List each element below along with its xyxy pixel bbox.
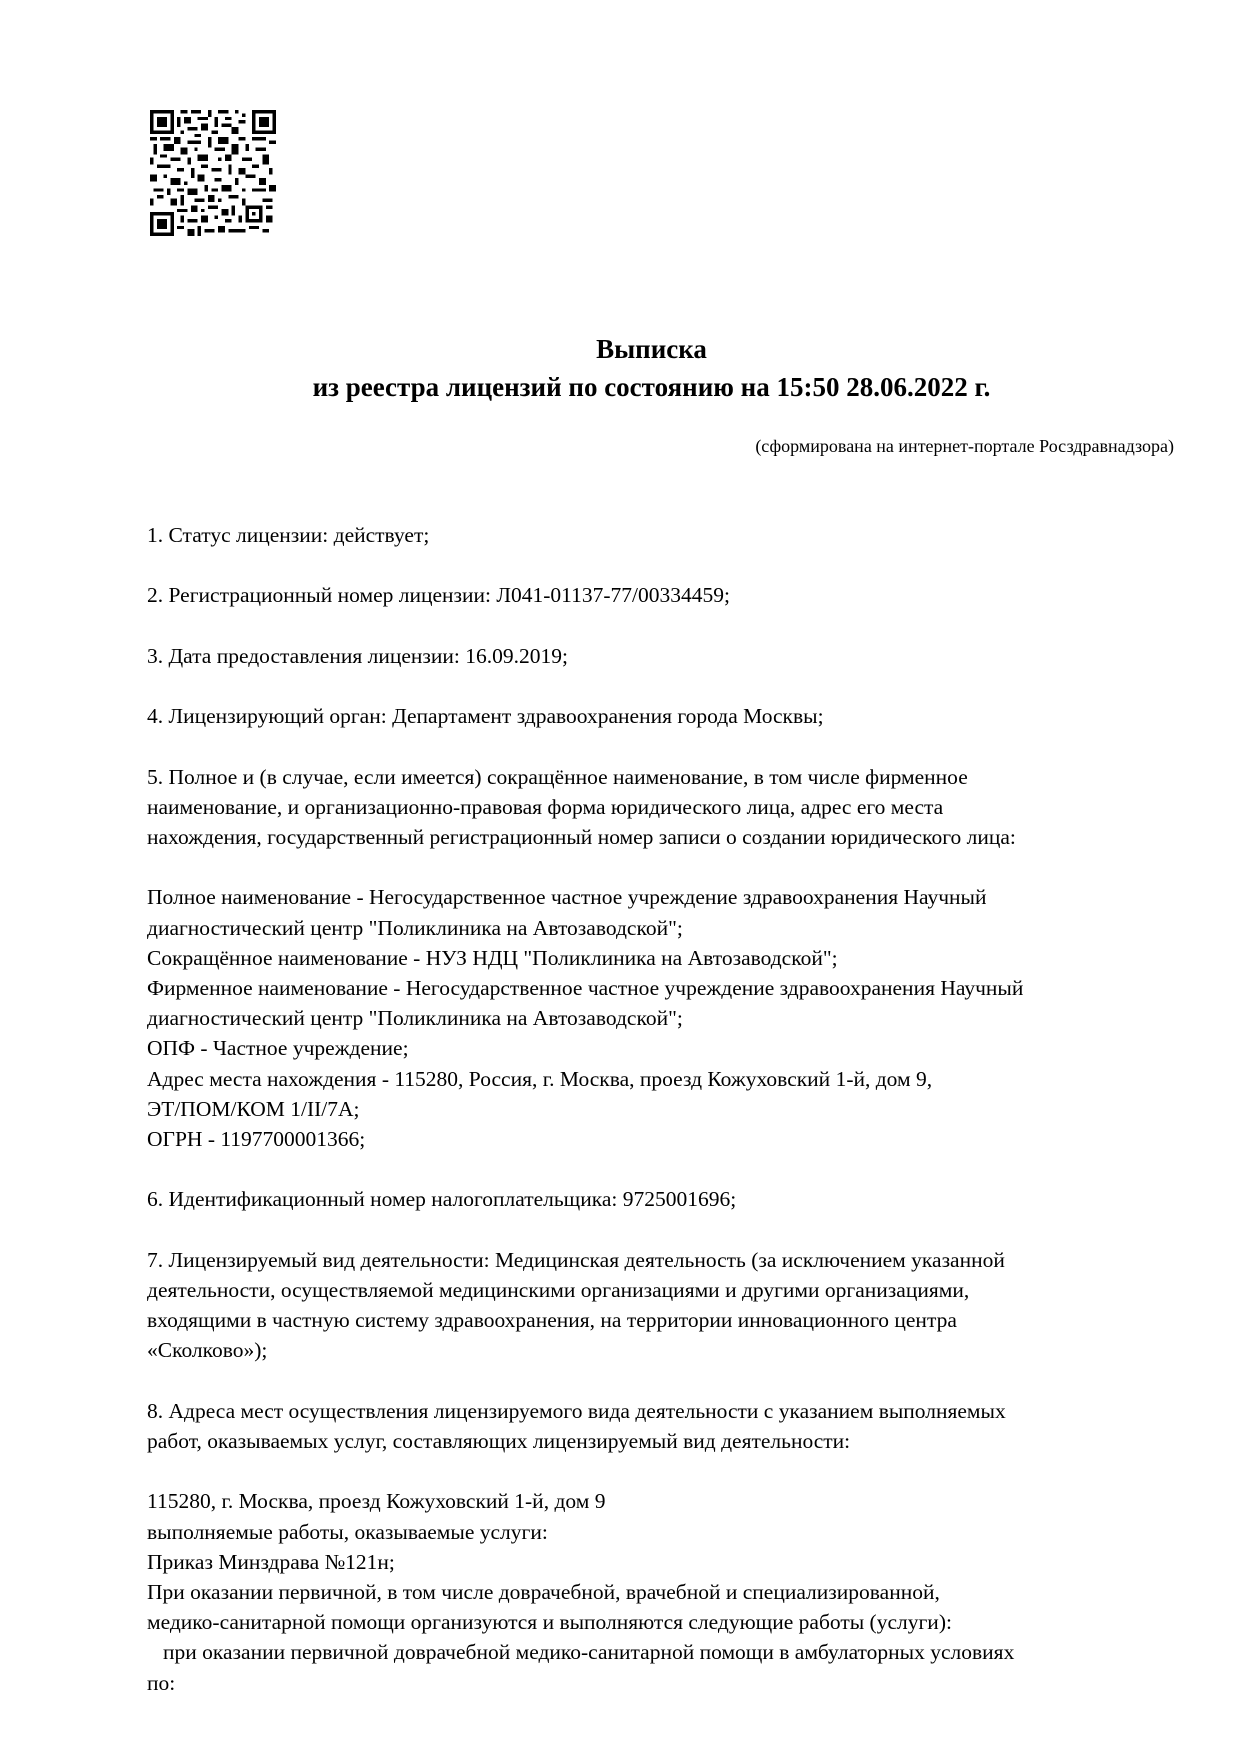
text-line: 7. Лицензируемый вид деятельности: Медицинская деятельность (за исключением указанной bbox=[147, 1247, 1005, 1272]
item-address-services bbox=[147, 1486, 1187, 1697]
service-address-line: 115280, г. Москва, проезд Кожуховский 1-й, дом 9 bbox=[147, 1489, 606, 1514]
text-line: медико-санитарной помощи организуются и выполняются следующие работы (услуги): bbox=[147, 1610, 952, 1635]
item-inn bbox=[147, 1184, 1187, 1214]
text-line: входящими в частную систему здравоохранения, на территории инновационного центра bbox=[147, 1308, 957, 1333]
text-line: деятельности, осуществляемой медицинскими организациями и другими организациями, bbox=[147, 1277, 970, 1302]
text-line: работ, оказываемых услуг, составляющих лицензируемый вид деятельности: bbox=[147, 1428, 851, 1453]
short-name-line: Сокращённое наименование - НУЗ НДЦ "Поликлиника на Автозаводской"; bbox=[147, 945, 838, 970]
text-line: наименование, и организационно-правовая форма юридического лица, адрес его места bbox=[147, 794, 944, 819]
document-title: Выписка bbox=[596, 334, 707, 364]
text-line: 6. Идентификационный номер налогоплательщика: 9725001696; bbox=[147, 1187, 737, 1212]
text-line: 4. Лицензирующий орган: Департамент здравоохранения города Москвы; bbox=[147, 704, 824, 729]
brand-name-line: диагностический центр "Поликлиника на Автозаводской"; bbox=[147, 1006, 683, 1031]
full-name-line: диагностический центр "Поликлиника на Автозаводской"; bbox=[147, 915, 683, 940]
text-line: 5. Полное и (в случае, если имеется) сокращённое наименование, в том числе фирменное bbox=[147, 764, 968, 789]
order-reference-line: Приказ Минздрава №121н; bbox=[147, 1549, 395, 1574]
item-registration-number bbox=[147, 580, 1187, 610]
text-line: при оказании первичной доврачебной медико-санитарной помощи в амбулаторных условиях bbox=[163, 1640, 1015, 1665]
text-line: 2. Регистрационный номер лицензии: Л041-01137-77/00334459; bbox=[147, 583, 730, 608]
legal-form-line: ОПФ - Частное учреждение; bbox=[147, 1036, 409, 1061]
ogrn-line: ОГРН - 1197700001366; bbox=[147, 1126, 366, 1151]
text-line: «Сколково»); bbox=[147, 1338, 268, 1363]
item-organization-details bbox=[147, 882, 1187, 1154]
text-line: При оказании первичной, в том числе доврачебной, врачебной и специализированной, bbox=[147, 1579, 940, 1604]
generated-note: (сформирована на интернет-портале Росздравнадзора) bbox=[755, 436, 1174, 456]
item-licensing-authority bbox=[147, 701, 1187, 731]
full-name-line: Полное наименование - Негосударственное частное учреждение здравоохранения Научный bbox=[147, 885, 987, 910]
address-line: ЭТ/ПОМ/КОМ 1/II/7А; bbox=[147, 1096, 360, 1121]
text-line: 3. Дата предоставления лицензии: 16.09.2019; bbox=[147, 643, 568, 668]
qr-code bbox=[150, 110, 276, 236]
document-subtitle: из реестра лицензий по состоянию на 15:50 28.06.2022 г. bbox=[312, 372, 991, 402]
license-details bbox=[147, 520, 1187, 1728]
text-line: выполняемые работы, оказываемые услуги: bbox=[147, 1519, 548, 1544]
item-issue-date bbox=[147, 641, 1187, 671]
item-activity-type bbox=[147, 1245, 1187, 1366]
address-line: Адрес места нахождения - 115280, Россия, г. Москва, проезд Кожуховский 1-й, дом 9, bbox=[147, 1066, 933, 1091]
text-line: нахождения, государственный регистрационный номер записи о создании юридического лица: bbox=[147, 824, 1016, 849]
text-line: 1. Статус лицензии: действует; bbox=[147, 523, 430, 547]
item-organization-heading bbox=[147, 762, 1187, 853]
item-status bbox=[147, 520, 1187, 550]
text-line: 8. Адреса мест осуществления лицензируемого вида деятельности с указанием выполняемых bbox=[147, 1398, 1006, 1423]
brand-name-line: Фирменное наименование - Негосударственное частное учреждение здравоохранения Научный bbox=[147, 975, 1024, 1000]
qr-code-icon bbox=[150, 110, 276, 236]
text-line: по: bbox=[147, 1670, 176, 1695]
document-header bbox=[0, 330, 1240, 406]
item-activity-addresses bbox=[147, 1396, 1187, 1456]
